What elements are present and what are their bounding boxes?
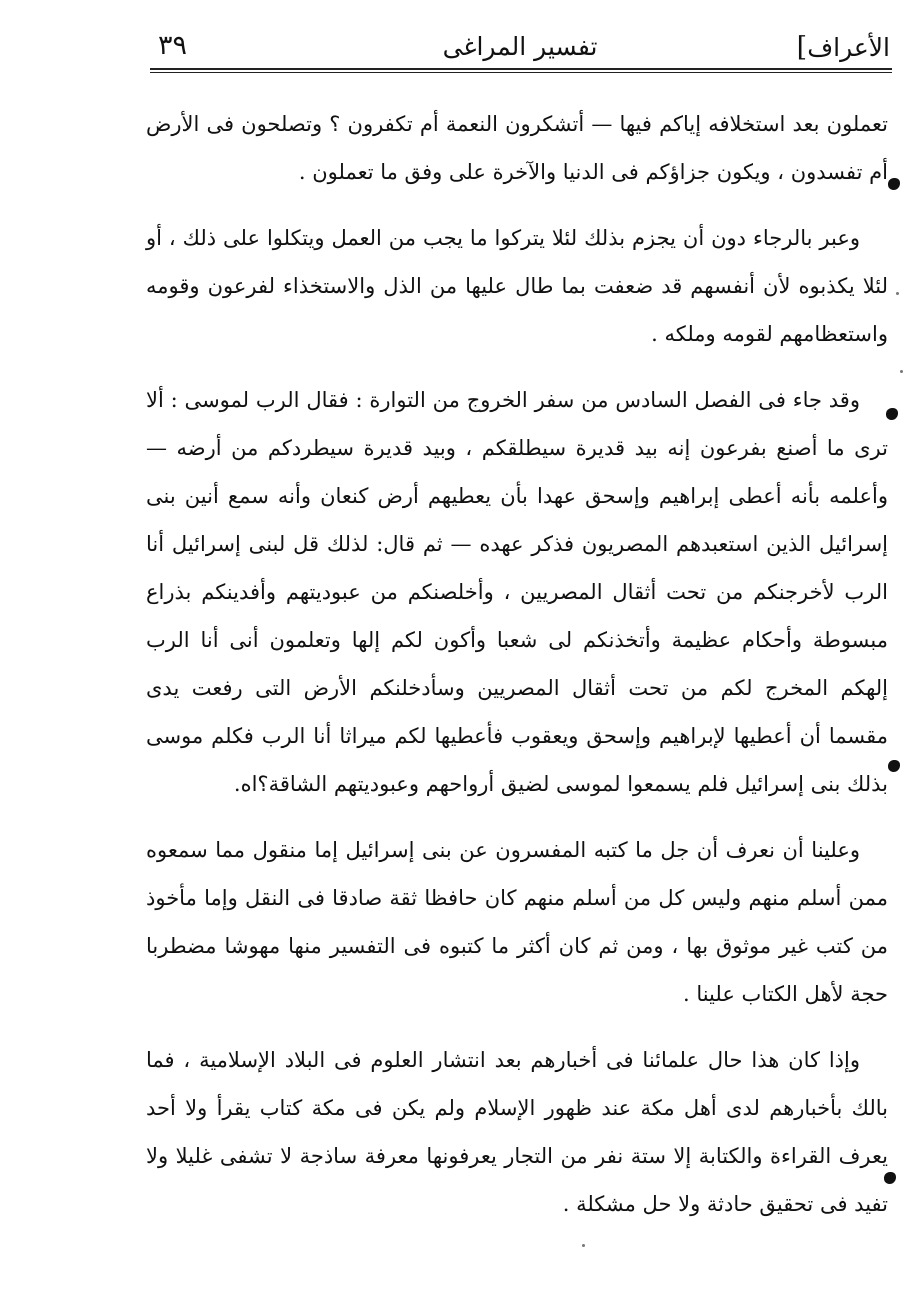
chapter-bracket: ] — [796, 32, 808, 63]
scan-blemish — [888, 760, 900, 772]
scan-speck — [582, 1244, 585, 1247]
page-number: ٣٩ — [158, 30, 188, 61]
running-title: تفسير المراغى — [442, 32, 598, 61]
paragraph-3: وقد جاء فى الفصل السادس من سفر الخروج من التوارة : فقال الرب لموسى : ألا ترى ما أصنع بفرعون إنه بيد قديرة سيطلقكم ، وبيد قديرة سيطردكم من أرضه — وأعلمه بأنه أعطى إبراهيم وإسحق عهدا بأن يعطيهم أرض كنعان وأنه سمع أنين بنى إسرائيل الذين استعبدهم المصريون فذكر عهده — ثم قال: لذلك قل لبنى إسرائيل أنا الرب لأخرجنكم من تحت أثقال المصريين ، وأخلصنكم من عبوديتهم وأفدينكم بذراع مبسوطة وأحكام عظيمة وأتخذنكم لى شعبا وأكون لكم إلها وتعلمون أنى أنا الرب إلهكم المخرج لكم من تحت أثقال المصريين وسأدخلنكم الأرض التى رفعت يدى مقسما أن أعطيها لإبراهيم وإسحق ويعقوب فأعطيها لكم ميراثا أنا الرب فكلم موسى بذلك بنى إسرائيل فلم يسمعوا لموسى لضيق أرواحهم وعبوديتهم الشاقة؟اه. — [146, 388, 888, 796]
body-text — [146, 100, 888, 1246]
scan-speck — [900, 370, 903, 373]
scan-blemish — [884, 1172, 896, 1184]
paragraph-5: وإذا كان هذا حال علمائنا فى أخبارهم بعد انتشار العلوم فى البلاد الإسلامية ، فما بالك بأخبارهم لدى أهل مكة عند ظهور الإسلام ولم يكن فى مكة كتاب يقرأ ولا أحد يعرف القراءة والكتابة إلا ستة نفر من التجار يعرفونها معرفة ساذجة لا تشفى غليلا ولا تفيد فى تحقيق حادثة ولا حل مشكلة . — [146, 1048, 888, 1216]
paragraph-1: تعملون بعد استخلافه إياكم فيها — أتشكرون النعمة أم تكفرون ؟ وتصلحون فى الأرض أم تفسدون ، ويكون جزاؤكم فى الدنيا والآخرة على وفق ما تعملون . — [146, 112, 888, 184]
header-rule-thin — [150, 72, 892, 73]
chapter-name: الأعراف — [807, 33, 890, 62]
scan-speck — [896, 292, 899, 295]
paragraph-2: وعبر بالرجاء دون أن يجزم بذلك لئلا يتركوا ما يجب من العمل ويتكلوا على ذلك ، أو لئلا يكذبوه لأن أنفسهم قد ضعفت بما طال عليها من الذل والاستخذاء لفرعون وقومه واستعظامهم لقومه وملكه . — [146, 226, 888, 346]
header-rule — [150, 68, 892, 70]
paragraph-4: وعلينا أن نعرف أن جل ما كتبه المفسرون عن بنى إسرائيل إما منقول مما سمعوه ممن أسلم منهم وليس كل من أسلم منهم كان حافظا ثقة صادقا فى النقل وإما مأخوذ من كتب غير موثوق بها ، ومن ثم كان أكثر ما كتبوه فى التفسير منها مهوشا مضطربا حجة لأهل الكتاب علينا . — [146, 838, 888, 1006]
scan-blemish — [888, 178, 900, 190]
page-header — [150, 22, 890, 72]
scan-blemish — [886, 408, 898, 420]
